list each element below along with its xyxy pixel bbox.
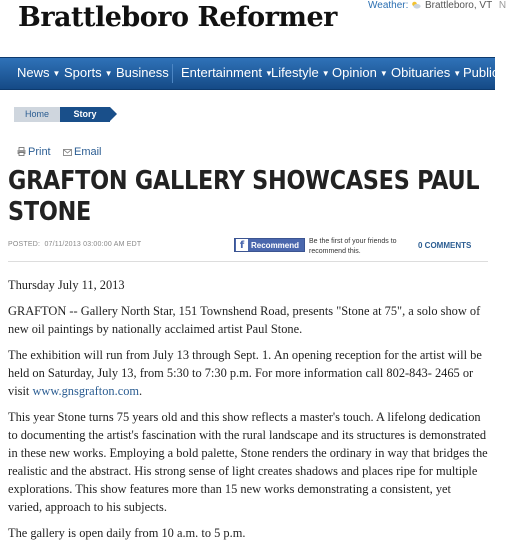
comments-link[interactable]: 0 COMMENTS bbox=[418, 241, 472, 250]
posted-timestamp: 07/11/2013 03:00:00 AM EDT bbox=[44, 241, 142, 248]
gallery-website-link[interactable]: www.gnsgrafton.com bbox=[32, 384, 140, 398]
paragraph-text: The exhibition will run from July 13 through Sept. 1. An opening reception for the artist will be held on Saturday, July 13, from 5:30 to 7:30 p.m. For more information call 802-843- 2465 or visit bbox=[8, 348, 482, 398]
chevron-down-icon: ▼ bbox=[453, 69, 462, 78]
nav-item-publications[interactable] bbox=[463, 58, 506, 89]
nav-item-label: Lifestyle bbox=[271, 65, 319, 80]
chevron-down-icon: ▼ bbox=[52, 69, 61, 78]
masthead bbox=[0, 0, 506, 52]
article-paragraph: GRAFTON -- Gallery North Star, 151 Townshend Road, presents "Stone at 75", a solo show of new oil paintings by nationally acclaimed artist Paul Stone. bbox=[8, 304, 481, 336]
breadcrumb-current: Story bbox=[60, 107, 110, 122]
chevron-down-icon: ▼ bbox=[321, 69, 330, 78]
paragraph-end: . bbox=[139, 384, 143, 398]
nav-item-business[interactable] bbox=[116, 58, 169, 89]
nav-item-label: Obituaries bbox=[391, 65, 451, 80]
nav-item-lifestyle[interactable] bbox=[271, 58, 330, 89]
email-link[interactable] bbox=[63, 146, 102, 158]
site-logo[interactable]: Brattleboro Reformer bbox=[18, 2, 337, 33]
breadcrumb-home[interactable]: Home bbox=[14, 107, 60, 122]
facebook-recommend-label: Recommend bbox=[251, 241, 300, 250]
nav-item-news[interactable] bbox=[17, 58, 60, 89]
nav-item-label: Publica bbox=[463, 65, 506, 80]
facebook-f-icon: f bbox=[236, 239, 248, 251]
article-paragraph: The gallery is open daily from 10 a.m. to 5 p.m. bbox=[8, 526, 246, 540]
breadcrumb-arrow bbox=[110, 107, 117, 121]
article-headline: GRAFTON GALLERY SHOWCASES PAUL STONE bbox=[8, 166, 480, 227]
print-label: Print bbox=[28, 146, 51, 158]
nav-divider bbox=[172, 64, 173, 83]
article-paragraph: This year Stone turns 75 years old and this show reflects a master's touch. A lifelong dedication to documenting the artist's fascination with the rural landscape and its structures is demonstrated in these new works. Employing a bold palette, Stone renders the ordinary in way that bridges the realistic and the abstract. His strong sense of light creates shadows and places ripe for multiple explorations. This show features more than 15 new works demonstrating a consistent, yet varied, approach to his subjects. bbox=[8, 410, 488, 514]
nav-item-label: Entertainment bbox=[181, 65, 262, 80]
weather-location: Brattleboro, VT bbox=[424, 0, 493, 11]
meta-divider bbox=[8, 261, 488, 262]
email-label: Email bbox=[74, 146, 102, 158]
article-meta bbox=[8, 236, 488, 262]
chevron-down-icon: ▼ bbox=[264, 69, 273, 78]
nav-item-entertainment[interactable] bbox=[181, 58, 273, 89]
main-nav bbox=[0, 57, 506, 90]
weather-overflow-text: N bbox=[498, 0, 506, 11]
article-dateline: Thursday July 11, 2013 bbox=[8, 278, 125, 292]
nav-item-opinion[interactable] bbox=[332, 58, 388, 89]
weather-label: Weather: bbox=[368, 0, 409, 11]
posted-date bbox=[8, 241, 141, 248]
nav-item-sports[interactable] bbox=[64, 58, 113, 89]
nav-item-label: Opinion bbox=[332, 65, 377, 80]
nav-item-obituaries[interactable] bbox=[391, 58, 461, 89]
printer-icon bbox=[17, 147, 26, 156]
weather-widget[interactable] bbox=[368, 0, 506, 11]
nav-item-label: Sports bbox=[64, 65, 102, 80]
facebook-recommend-button[interactable] bbox=[234, 238, 305, 252]
nav-item-label: Business bbox=[116, 65, 169, 80]
article-body bbox=[8, 276, 488, 550]
print-link[interactable] bbox=[17, 146, 51, 158]
facebook-recommend-text: Be the first of your friends to recommend this. bbox=[309, 238, 397, 255]
envelope-icon bbox=[63, 149, 72, 156]
chevron-down-icon: ▼ bbox=[379, 69, 388, 78]
chevron-down-icon: ▼ bbox=[104, 69, 113, 78]
posted-label: POSTED: bbox=[8, 241, 41, 248]
partly-cloudy-icon bbox=[411, 1, 421, 9]
article-paragraph bbox=[8, 346, 488, 400]
nav-item-label: News bbox=[17, 65, 50, 80]
